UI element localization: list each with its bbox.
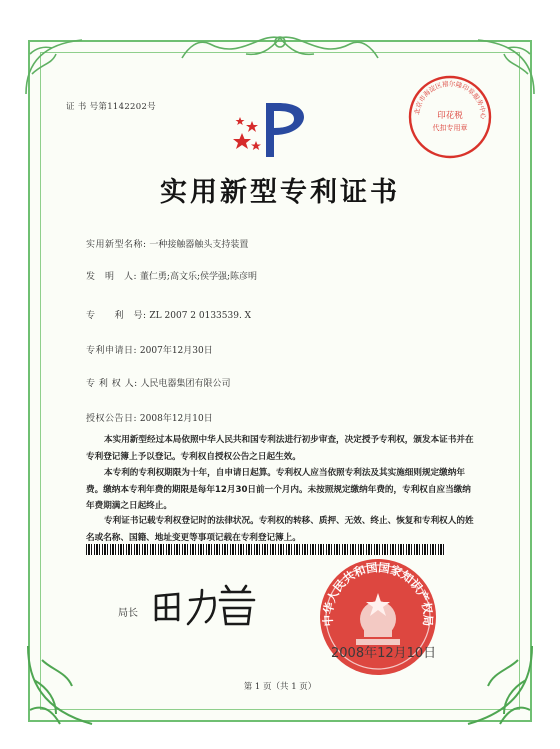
- stamp-line: 印花税: [437, 111, 463, 121]
- tax-stamp-icon: [405, 72, 495, 162]
- director-label: 局长: [118, 608, 138, 619]
- issue-date: 2008年12月10日: [331, 646, 437, 661]
- top-ornament-icon: [180, 30, 380, 70]
- field-value: 2008年12月10日: [139, 414, 213, 424]
- field-value: 人民电器集团有限公司: [140, 379, 231, 389]
- field-label: 专利申请日:: [86, 346, 138, 356]
- seal-ring-text: 中华人民共和国国家知识产权局: [320, 560, 436, 627]
- field-value: ZL 2007 2 0133539. X: [149, 311, 252, 321]
- corner-ornament-tl-icon: [22, 34, 92, 104]
- field-label: 授权公告日:: [86, 414, 138, 424]
- field-value: 一种接触器触头支持装置: [149, 240, 249, 250]
- field-label: 专 利 号:: [86, 311, 147, 321]
- body-paragraph: 本实用新型经过本局依照中华人民共和国专利法进行初步审查，决定授予专利权，颁发本证书并在专利登记簿上予以登记。专利权自授权公告之日起生效。: [86, 435, 474, 462]
- field-patent-number: [86, 308, 251, 321]
- barcode: [86, 544, 446, 555]
- stamp-ring-text: 北京市海淀区禧尔隆印章服务中心: [412, 79, 488, 120]
- field-application-date: [86, 343, 213, 356]
- body-paragraph: 本专利的专利权期限为十年，自申请日起算。专利权人应当依照专利法及其实施细则规定缴纳年费。缴纳本专利年费的期限是每年12月30日前一个月内。未按照规定缴纳年费的，专利权自应当缴纳年费期满之日起终止。: [86, 468, 471, 512]
- field-label: 发 明 人:: [86, 272, 138, 282]
- field-inventors: [86, 269, 257, 282]
- field-label: 实用新型名称:: [86, 240, 147, 250]
- director-signature: [150, 580, 260, 630]
- stamp-line: 代扣专用章: [432, 124, 468, 132]
- field-patentee: [86, 376, 231, 389]
- field-utility-model-name: [86, 237, 248, 250]
- field-value: 2007年12月30日: [139, 346, 213, 356]
- field-announcement-date: [86, 411, 213, 424]
- sipo-logo-icon: [232, 95, 312, 160]
- body-paragraph: 专利证书记载专利权登记时的法律状况。专利权的转移、质押、无效、终止、恢复和专利权人的姓名或名称、国籍、地址变更等事项记载在专利登记簿上。: [86, 516, 474, 543]
- field-label: 专 利 权 人:: [86, 379, 138, 389]
- page-number: 第 1 页（共 1 页）: [243, 682, 317, 692]
- field-value: 董仁勇;高文乐;侯学强;陈彦明: [139, 272, 258, 282]
- certificate-number: 证 书 号第1142202号: [66, 102, 156, 112]
- certificate-title: 实用新型专利证书: [160, 177, 400, 208]
